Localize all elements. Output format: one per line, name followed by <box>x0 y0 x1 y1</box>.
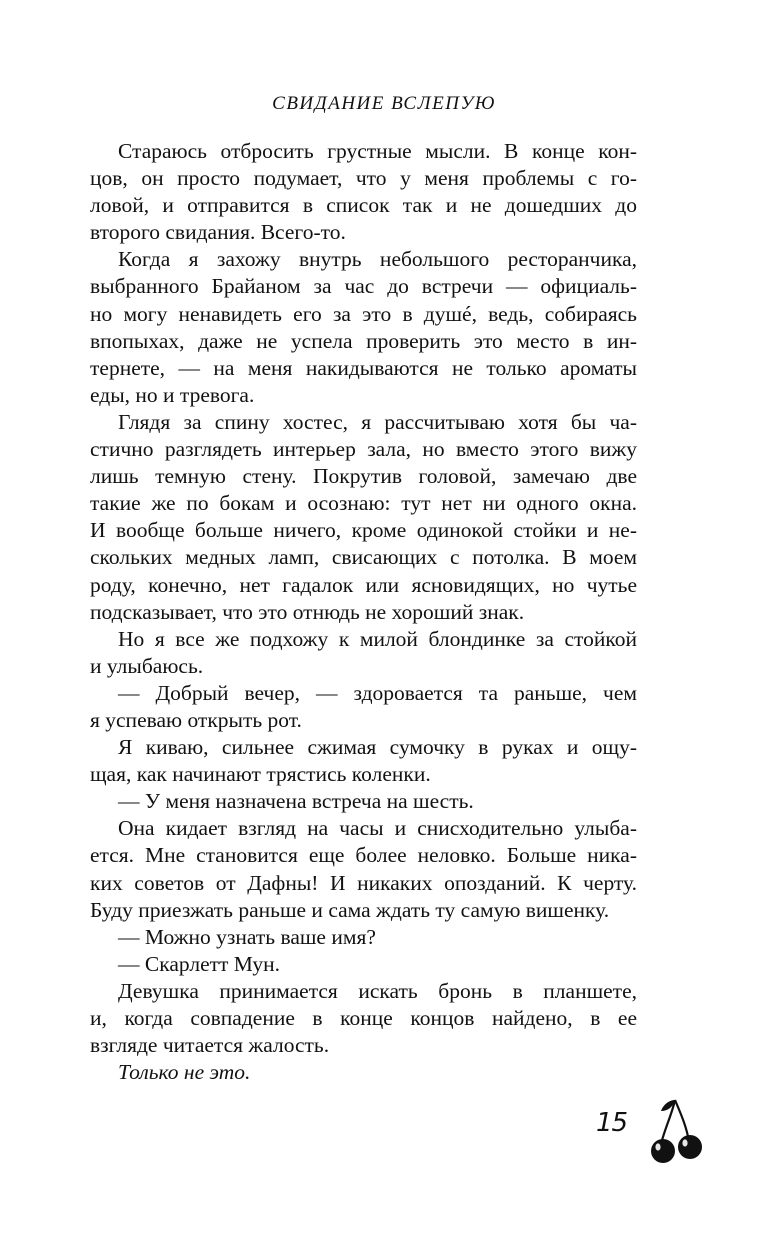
text-line: и, когда совпадение в конце концов найдено, в ее <box>90 1006 637 1030</box>
text-line: я успеваю открыть рот. <box>90 707 302 732</box>
text-line: — Можно узнать ваше имя? <box>118 924 376 949</box>
text-line: но могу ненавидеть его за это в душé, ведь, собираясь <box>90 301 637 326</box>
text-line: цов, он просто подумает, что у меня проблемы с го- <box>90 166 637 191</box>
text-line: Только не это. <box>118 1060 251 1085</box>
text-line: Буду приезжать раньше и сама ждать ту самую вишенку. <box>90 897 610 922</box>
text-line: Когда я захожу внутрь небольшого ресторанчика, <box>118 247 637 272</box>
text-line: второго свидания. Всего-то. <box>90 220 346 245</box>
text-line: ловой, и отправится в список так и не дошедших до <box>90 193 637 218</box>
text-line: тернете, — на меня накидываются не только ароматы <box>90 355 637 380</box>
text-line: выбранного Брайаном за час до встречи — официаль- <box>90 274 637 299</box>
page-number: 15 <box>596 1108 628 1138</box>
text-line: Я киваю, сильнее сжимая сумочку в руках и ощу- <box>118 735 637 760</box>
text-line: ется. Мне становится еще более неловко. Больше ника- <box>90 843 637 868</box>
cherry-icon <box>645 1096 709 1166</box>
body-text <box>90 138 637 1086</box>
text-line: Но я все же подхожу к милой блондинке за стойкой <box>118 626 637 651</box>
text-line: — У меня назначена встреча на шесть. <box>118 789 474 814</box>
text-line: И вообще больше ничего, кроме одинокой стойки и не- <box>90 518 637 543</box>
text-line: скольких медных ламп, свисающих с потолка. В моем <box>90 545 637 570</box>
running-head: СВИДАНИЕ ВСЛЕПУЮ <box>272 93 496 114</box>
text-line: щая, как начинают трястись коленки. <box>90 762 431 787</box>
text-line: Девушка принимается искать бронь в планшете, <box>118 978 637 1003</box>
text-line: подсказывает, что это отнюдь не хороший знак. <box>90 599 525 624</box>
text-line: Глядя за спину хостес, я рассчитываю хотя бы ча- <box>118 409 637 434</box>
text-line: Она кидает взгляд на часы и снисходительно улыба- <box>118 816 637 841</box>
text-line: — Скарлетт Мун. <box>118 951 280 976</box>
text-line: еды, но и тревога. <box>90 382 255 407</box>
text-line: роду, конечно, нет гадалок или ясновидящих, но чутье <box>90 572 637 597</box>
text-line: лишь темную стену. Покрутив головой, замечаю две <box>90 464 637 489</box>
text-line: стично разглядеть интерьер зала, но вместо этого вижу <box>90 437 637 462</box>
text-line: и улыбаюсь. <box>90 653 204 678</box>
text-line: Стараюсь отбросить грустные мысли. В конце кон- <box>118 139 637 163</box>
text-line: впопыхах, даже не успела проверить это место в ин- <box>90 328 637 353</box>
text-line: взгляде читается жалость. <box>90 1033 330 1058</box>
text-line: — Добрый вечер, — здоровается та раньше, чем <box>118 680 637 705</box>
text-line: ких советов от Дафны! И никаких опозданий. К черту. <box>90 870 637 895</box>
text-line: такие же по бокам и осознаю: тут нет ни одного окна. <box>90 491 637 516</box>
